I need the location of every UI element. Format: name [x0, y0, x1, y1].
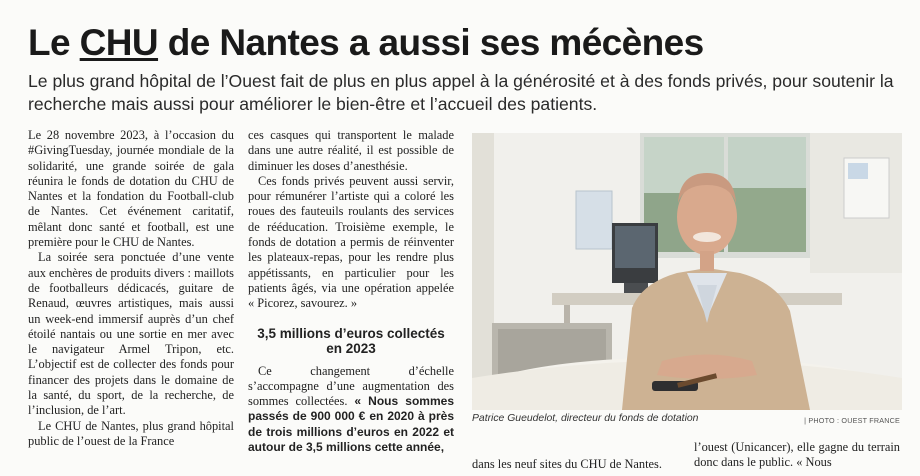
col3-paragraph: dans les neuf sites du CHU de Nantes.: [472, 457, 662, 471]
standfirst: Le plus grand hôpital de l’Ouest fait de plus en plus appel à la générosité et à des fonds privés, pour soutenir la recherche mais aussi pour améliorer le bien-être et l’accueil des patients.: [28, 71, 894, 114]
photo-credit: | PHOTO : OUEST FRANCE: [804, 416, 900, 425]
photo: [472, 133, 902, 410]
headline: [28, 22, 704, 64]
col1-paragraph-3: Le CHU de Nantes, plus grand hôpital public de l’ouest de la France: [28, 418, 234, 448]
headline-start: Le: [28, 22, 80, 63]
col2-paragraph-1: ces casques qui transportent le malade dans une autre réalité, il est possible de diminuer les doses d’anesthésie.: [248, 128, 454, 173]
headline-chu: CHU: [79, 22, 159, 63]
portrait-photo: [472, 133, 902, 410]
column-2: [248, 128, 454, 455]
column-4: [694, 440, 900, 471]
column-3: [472, 457, 672, 472]
col1-paragraph-2: La soirée sera ponctuée d’une vente aux enchères de produits divers : maillots de footballeurs dédicacés, guitare de Renaud, œuvres artistiques, mais aussi un week-end immersif auprès d’un chef étoilé nantais ou une sortie en mer avec le navigateur Armel Tripon, etc. L’objectif est de collecter des fonds pour financer des projets dans le domaine de la santé, du sport, de la recherche, de l’inclusion, de l’art.: [28, 250, 234, 418]
col1-paragraph-1: Le 28 novembre 2023, à l’occasion du #GivingTuesday, journée mondiale de la solidarité, une grande soirée de gala réunira le fonds de dotation du CHU de Nantes et la fondation du Football-club de Nantes. Cet événement caritatif, mêlant donc santé et football, est une première pour le CHU de Nantes.: [28, 128, 234, 250]
col2-quote-bold: « Nous sommes passés de 900 000 € en 2020 à près de trois millions d’euros en 2022 et autour de 3,5 millions cette année,: [248, 394, 454, 455]
col2-paragraph-3-text: Ce changement d’échelle s’accompagne d’une augmentation des sommes collectées.: [248, 363, 454, 409]
subheading: 3,5 millions d’euros collectés en 2023: [257, 325, 445, 356]
column-1: [28, 128, 234, 449]
col4-paragraph: l’ouest (Unicancer), elle gagne du terrain donc dans le public. « Nous: [694, 440, 900, 470]
photo-caption: Patrice Gueudelot, directeur du fonds de dotation: [472, 413, 699, 424]
headline-end: de Nantes a aussi ses mécènes: [158, 22, 704, 63]
col2-paragraph-3: [248, 364, 454, 456]
col2-paragraph-2: Ces fonds privés peuvent aussi servir, pour rémunérer l’artiste qui a coloré les roues des fauteuils roulants des services de rééducation. Troisième exemple, le fonds de dotation a permis de réinventer les plateaux-repas, pour les rendre plus appétissants, en particulier pour les patients âgés, via une opération appelée « Picorez, savourez. »: [248, 173, 454, 311]
